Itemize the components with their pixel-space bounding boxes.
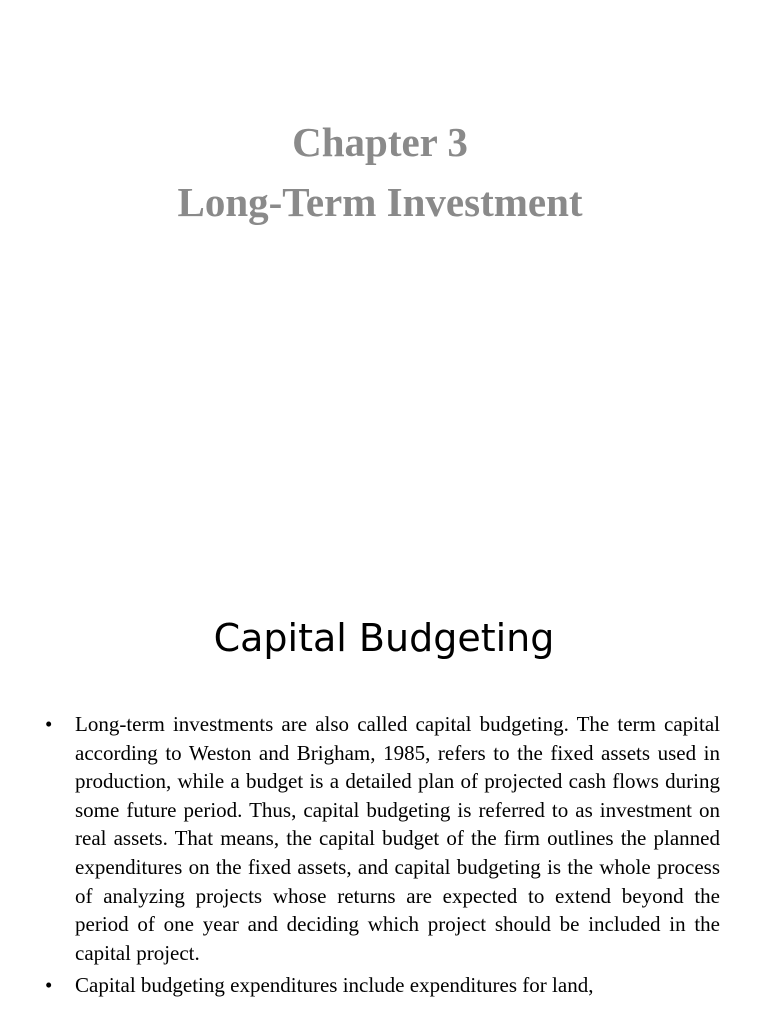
bullet-text: Long-term investments are also called capital budgeting. The term capital according to Weston and Brigham, 1985, refers to the fixed assets used in production, while a budget is a detailed plan of projected cash flows during some future period. Thus, capital budgeting is referred to as investment on real assets. That means, the capital budget of the firm outlines the planned expenditures on the fixed assets, and capital budgeting is the whole process of analyzing projects whose returns are expected to extend beyond the period of one year and deciding which project should be included in the capital project.: [75, 712, 720, 965]
bullet-item-1: [40, 710, 720, 967]
bullet-item-2: [40, 971, 720, 1000]
bullet-marker-icon: •: [45, 712, 53, 736]
bullet-text: Capital budgeting expenditures include expenditures for land,: [75, 973, 594, 998]
bullet-marker-icon: •: [45, 973, 53, 998]
chapter-name: Long-Term Investment: [177, 179, 583, 225]
chapter-title: [0, 112, 760, 232]
bullet-list: [40, 710, 720, 1004]
section-heading: Capital Budgeting: [213, 616, 555, 660]
chapter-number: Chapter 3: [292, 119, 468, 165]
